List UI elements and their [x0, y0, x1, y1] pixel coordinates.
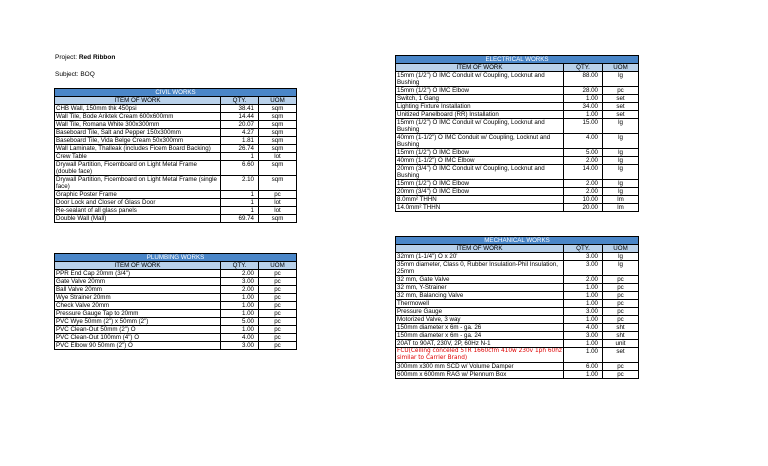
- qty-cell: 2.00: [564, 188, 603, 196]
- table-row: [396, 165, 639, 180]
- item-cell: 20mm (3/4") O IMC Conduit w/ Coupling, Locknut and Bushing: [396, 165, 564, 180]
- uom-cell: pc: [259, 270, 297, 278]
- column-header-row: [55, 262, 297, 270]
- uom-cell: sqm: [259, 105, 297, 113]
- item-cell: Re-sealant of all glass panels: [55, 207, 221, 215]
- qty-cell: 1: [221, 191, 259, 199]
- uom-cell: pc: [259, 294, 297, 302]
- table-row: [55, 176, 297, 191]
- section-title-row: [55, 254, 297, 262]
- table-row: [396, 308, 639, 316]
- table-row: [55, 302, 297, 310]
- column-header-uom: UOM: [603, 245, 639, 253]
- uom-cell: sqm: [259, 176, 297, 191]
- uom-cell: pc: [603, 316, 639, 324]
- qty-cell: 3.00: [221, 278, 259, 286]
- table-row: [55, 161, 297, 176]
- item-cell: 20mm (3/4") O IMC Elbow: [396, 188, 564, 196]
- qty-cell: 2.00: [564, 157, 603, 165]
- uom-cell: pc: [603, 308, 639, 316]
- qty-cell: 4.00: [564, 324, 603, 332]
- qty-cell: 88.00: [564, 72, 603, 87]
- qty-cell: 1.00: [564, 300, 603, 308]
- table-row: [396, 363, 639, 371]
- table-row: [396, 284, 639, 292]
- column-header-qty: QTY.: [221, 97, 259, 105]
- item-cell: 20AT to 90AT, 230V, 2P, 60Hz N-1: [396, 340, 564, 348]
- uom-cell: lg: [603, 165, 639, 180]
- item-cell: Drywall Partition, Ficemboard on Light Metal Frame (double face): [55, 161, 221, 176]
- project-label: Project:: [55, 54, 78, 61]
- table-row: [396, 371, 639, 379]
- column-header-uom: UOM: [603, 64, 639, 72]
- table-row: [55, 137, 297, 145]
- qty-cell: 4.00: [564, 134, 603, 149]
- uom-cell: lg: [603, 261, 639, 276]
- item-cell: Wall Tile, Bode Ariktek Cream 600x600mm: [55, 113, 221, 121]
- uom-cell: lot: [259, 207, 297, 215]
- table-row: [55, 145, 297, 153]
- table-row: [55, 191, 297, 199]
- uom-cell: lg: [603, 72, 639, 87]
- qty-cell: 34.00: [564, 103, 603, 111]
- uom-cell: pc: [603, 371, 639, 379]
- table-row: [55, 113, 297, 121]
- qty-cell: 2.00: [564, 180, 603, 188]
- uom-cell: pc: [259, 326, 297, 334]
- table-row: [55, 129, 297, 137]
- qty-cell: 1: [221, 207, 259, 215]
- qty-cell: 1.00: [564, 292, 603, 300]
- table-row: [396, 316, 639, 324]
- item-cell: 600mm x 600mm RAG w/ Plennum Box: [396, 371, 564, 379]
- uom-cell: sqm: [259, 137, 297, 145]
- item-cell: Wall Laminate, Thalleak (includes Ficem Board Backing): [55, 145, 221, 153]
- qty-cell: 1.00: [221, 326, 259, 334]
- qty-cell: 3.00: [221, 342, 259, 350]
- qty-cell: 3.00: [564, 332, 603, 340]
- item-cell: PPR End Cap 20mm (3/4"): [55, 270, 221, 278]
- item-cell: Baseboard Tile, Salt and Pepper 150x300mm: [55, 129, 221, 137]
- qty-cell: 2.00: [221, 286, 259, 294]
- uom-cell: pc: [259, 278, 297, 286]
- mechanical-works-table: [395, 236, 639, 379]
- uom-cell: pc: [603, 292, 639, 300]
- table-row: [396, 300, 639, 308]
- table-row: [55, 318, 297, 326]
- qty-cell: 1: [221, 199, 259, 207]
- item-cell: PVC Wye 50mm (2") x 50mm (2"): [55, 318, 221, 326]
- section-title: PLUMBING WORKS: [55, 254, 297, 262]
- item-cell: PVC Clean-Out 50mm (2") O: [55, 326, 221, 334]
- table-row: [396, 261, 639, 276]
- qty-cell: 1: [221, 153, 259, 161]
- uom-cell: pc: [603, 300, 639, 308]
- subject-line: [55, 71, 95, 78]
- project-line: [55, 54, 115, 61]
- table-row: [396, 253, 639, 261]
- item-cell: 15mm (1/2") O IMC Elbow: [396, 180, 564, 188]
- uom-cell: lot: [259, 153, 297, 161]
- item-cell: 150mm diameter x 6m - ga. 26: [396, 324, 564, 332]
- table-row: [55, 270, 297, 278]
- uom-cell: pc: [603, 276, 639, 284]
- uom-cell: sqm: [259, 113, 297, 121]
- uom-cell: pc: [603, 87, 639, 95]
- column-header-uom: UOM: [259, 262, 297, 270]
- uom-cell: pc: [603, 363, 639, 371]
- table-row: [396, 119, 639, 134]
- uom-cell: lm: [603, 204, 639, 212]
- table-row: [55, 286, 297, 294]
- item-cell: CHB Wall, 150mm thk 450psi: [55, 105, 221, 113]
- qty-cell: 10.00: [564, 196, 603, 204]
- item-cell: Wye Strainer 20mm: [55, 294, 221, 302]
- item-cell: Crew Table: [55, 153, 221, 161]
- column-header-item: ITEM OF WORK: [55, 97, 221, 105]
- qty-cell: 6.60: [221, 161, 259, 176]
- column-header-item: ITEM OF WORK: [55, 262, 221, 270]
- item-cell: 40mm (1-1/2") O IMC Elbow: [396, 157, 564, 165]
- item-cell: 15mm (1/2") O IMC Elbow: [396, 87, 564, 95]
- qty-cell: 15.00: [564, 119, 603, 134]
- uom-cell: pc: [259, 191, 297, 199]
- item-cell: PVC Elbow 90 50mm (2") O: [55, 342, 221, 350]
- item-cell: 32 mm, Balancing Valve: [396, 292, 564, 300]
- table-row: [55, 278, 297, 286]
- item-cell: Double Wall (Mall): [55, 215, 221, 223]
- item-cell: 35mm diameter, Class 0, Rubber Insulation-Phil Insulation, 25mm: [396, 261, 564, 276]
- subject-label: Subject:: [55, 71, 79, 78]
- item-cell: 15mm (1/2") O IMC Conduit w/ Coupling, Locknut and Bushing: [396, 119, 564, 134]
- uom-cell: sqm: [259, 145, 297, 153]
- uom-cell: lg: [603, 157, 639, 165]
- column-header-row: [396, 64, 639, 72]
- uom-cell: lg: [603, 180, 639, 188]
- section-title: ELECTRICAL WORKS: [396, 56, 639, 64]
- uom-cell: pc: [259, 310, 297, 318]
- plumbing-works-table: [54, 253, 297, 350]
- column-header-row: [396, 245, 639, 253]
- item-cell: 32 mm, Gate Valve: [396, 276, 564, 284]
- column-header-qty: QTY.: [564, 245, 603, 253]
- item-cell: Unitized Panelboard (RR) Installation: [396, 111, 564, 119]
- civil-works-table: [54, 88, 297, 223]
- table-row: [396, 188, 639, 196]
- table-row: [396, 180, 639, 188]
- uom-cell: lm: [603, 196, 639, 204]
- table-row: [55, 342, 297, 350]
- table-row: [396, 324, 639, 332]
- item-cell: Ball Valve 20mm: [55, 286, 221, 294]
- qty-cell: 3.00: [564, 261, 603, 276]
- uom-cell: lot: [259, 199, 297, 207]
- qty-cell: 20.00: [564, 204, 603, 212]
- table-row: [55, 310, 297, 318]
- qty-cell: 1.00: [564, 95, 603, 103]
- qty-cell: 1.00: [564, 348, 603, 363]
- table-row: [396, 149, 639, 157]
- qty-cell: 4.00: [221, 334, 259, 342]
- uom-cell: sqm: [259, 215, 297, 223]
- qty-cell: 2.00: [221, 270, 259, 278]
- qty-cell: 1.00: [221, 294, 259, 302]
- uom-cell: pc: [259, 334, 297, 342]
- item-cell: 15mm (1/2") O IMC Elbow: [396, 149, 564, 157]
- qty-cell: 1.81: [221, 137, 259, 145]
- table-row: [396, 72, 639, 87]
- item-cell: 14.0mm² THHN: [396, 204, 564, 212]
- qty-cell: 1.00: [564, 284, 603, 292]
- item-cell: Thermowell: [396, 300, 564, 308]
- table-row: [55, 326, 297, 334]
- item-cell: 40mm (1-1/2") O IMC Conduit w/ Coupling, Locknut and Bushing: [396, 134, 564, 149]
- uom-cell: sht: [603, 324, 639, 332]
- qty-cell: 1.00: [564, 340, 603, 348]
- item-cell: Check Valve 20mm: [55, 302, 221, 310]
- section-title-row: [55, 89, 297, 97]
- qty-cell: 6.00: [564, 363, 603, 371]
- section-title-row: [396, 237, 639, 245]
- uom-cell: lg: [603, 188, 639, 196]
- table-row: [396, 276, 639, 284]
- qty-cell: 3.00: [564, 308, 603, 316]
- uom-cell: lg: [603, 119, 639, 134]
- uom-cell: set: [603, 111, 639, 119]
- qty-cell: 5.00: [221, 318, 259, 326]
- item-cell: Baseboard Tile, Vida Belge Cream 50x300mm: [55, 137, 221, 145]
- column-header-row: [55, 97, 297, 105]
- table-row: [396, 332, 639, 340]
- table-row: [55, 334, 297, 342]
- table-row: [396, 292, 639, 300]
- section-title: CIVIL WORKS: [55, 89, 297, 97]
- table-row: [55, 294, 297, 302]
- uom-cell: pc: [259, 318, 297, 326]
- table-row: [396, 204, 639, 212]
- table-row: [55, 153, 297, 161]
- qty-cell: 14.44: [221, 113, 259, 121]
- item-cell: PVC Clean-Out 100mm (4") O: [55, 334, 221, 342]
- qty-cell: 2.00: [564, 276, 603, 284]
- item-cell: Lighting Fixture Installation: [396, 103, 564, 111]
- qty-cell: 2.10: [221, 176, 259, 191]
- project-name: Red Ribbon: [78, 54, 116, 61]
- table-row: [55, 199, 297, 207]
- qty-cell: 26.74: [221, 145, 259, 153]
- table-row: [55, 105, 297, 113]
- column-header-item: ITEM OF WORK: [396, 245, 564, 253]
- item-cell: Graphic Poster Frame: [55, 191, 221, 199]
- item-cell: 300mm x300 mm SCD w/ Volume Damper: [396, 363, 564, 371]
- column-header-qty: QTY.: [221, 262, 259, 270]
- column-header-uom: UOM: [259, 97, 297, 105]
- uom-cell: pc: [259, 286, 297, 294]
- item-cell: Gate Valve 20mm: [55, 278, 221, 286]
- table-row: [396, 95, 639, 103]
- table-row: [55, 207, 297, 215]
- subject-value: BOQ: [80, 71, 95, 78]
- item-cell: 32mm (1-1/4") O x 20': [396, 253, 564, 261]
- qty-cell: 1.00: [564, 111, 603, 119]
- column-header-qty: QTY.: [564, 64, 603, 72]
- item-cell: Switch, 1 Gang: [396, 95, 564, 103]
- section-title-row: [396, 56, 639, 64]
- section-title: MECHANICAL WORKS: [396, 237, 639, 245]
- item-cell: 8.0mm² THHN: [396, 196, 564, 204]
- table-row: [396, 340, 639, 348]
- qty-cell: 38.41: [221, 105, 259, 113]
- item-cell: Door Lock and Closer of Glass Door: [55, 199, 221, 207]
- item-cell: Motorized Valve, 3 way: [396, 316, 564, 324]
- qty-cell: 1.00: [221, 310, 259, 318]
- item-cell: Wall Tile, Romana White 300x300mm: [55, 121, 221, 129]
- uom-cell: sqm: [259, 121, 297, 129]
- qty-cell: 20.07: [221, 121, 259, 129]
- uom-cell: lg: [603, 253, 639, 261]
- qty-cell: 1.00: [564, 371, 603, 379]
- item-cell: Pressure Gauge: [396, 308, 564, 316]
- electrical-works-table: [395, 55, 639, 212]
- item-cell: FCU(Ceiling conceled 5TR 1660cfm 410w 230v 1ph 60hz similar to Carrier Brand): [397, 348, 562, 361]
- item-cell: 32 mm, Y-Strainer: [396, 284, 564, 292]
- qty-cell: 1.00: [564, 316, 603, 324]
- item-cell: 150mm diameter x 6m - ga. 24: [396, 332, 564, 340]
- uom-cell: set: [603, 348, 639, 363]
- table-row: [396, 111, 639, 119]
- qty-cell: 4.27: [221, 129, 259, 137]
- uom-cell: sht: [603, 332, 639, 340]
- qty-cell: 3.00: [564, 253, 603, 261]
- uom-cell: lg: [603, 149, 639, 157]
- table-row: [55, 121, 297, 129]
- item-cell: Drywall Partition, Ficemboard on Light Metal Frame (single face): [55, 176, 221, 191]
- uom-cell: lg: [603, 134, 639, 149]
- uom-cell: sqm: [259, 161, 297, 176]
- uom-cell: unit: [603, 340, 639, 348]
- uom-cell: set: [603, 95, 639, 103]
- uom-cell: sqm: [259, 129, 297, 137]
- qty-cell: 28.00: [564, 87, 603, 95]
- table-row: [396, 134, 639, 149]
- table-row: [396, 87, 639, 95]
- item-cell: Pressure Gauge Tap to 20mm: [55, 310, 221, 318]
- column-header-item: ITEM OF WORK: [396, 64, 564, 72]
- uom-cell: pc: [259, 302, 297, 310]
- table-row: [55, 215, 297, 223]
- table-row: [396, 103, 639, 111]
- uom-cell: set: [603, 103, 639, 111]
- table-row: [396, 348, 639, 363]
- uom-cell: pc: [259, 342, 297, 350]
- qty-cell: 14.00: [564, 165, 603, 180]
- qty-cell: 1.00: [221, 302, 259, 310]
- table-row: [396, 196, 639, 204]
- qty-cell: 69.74: [221, 215, 259, 223]
- item-cell: 15mm (1/2") O IMC Conduit w/ Coupling, Locknut and Bushing: [396, 72, 564, 87]
- table-row: [396, 157, 639, 165]
- qty-cell: 5.00: [564, 149, 603, 157]
- uom-cell: pc: [603, 284, 639, 292]
